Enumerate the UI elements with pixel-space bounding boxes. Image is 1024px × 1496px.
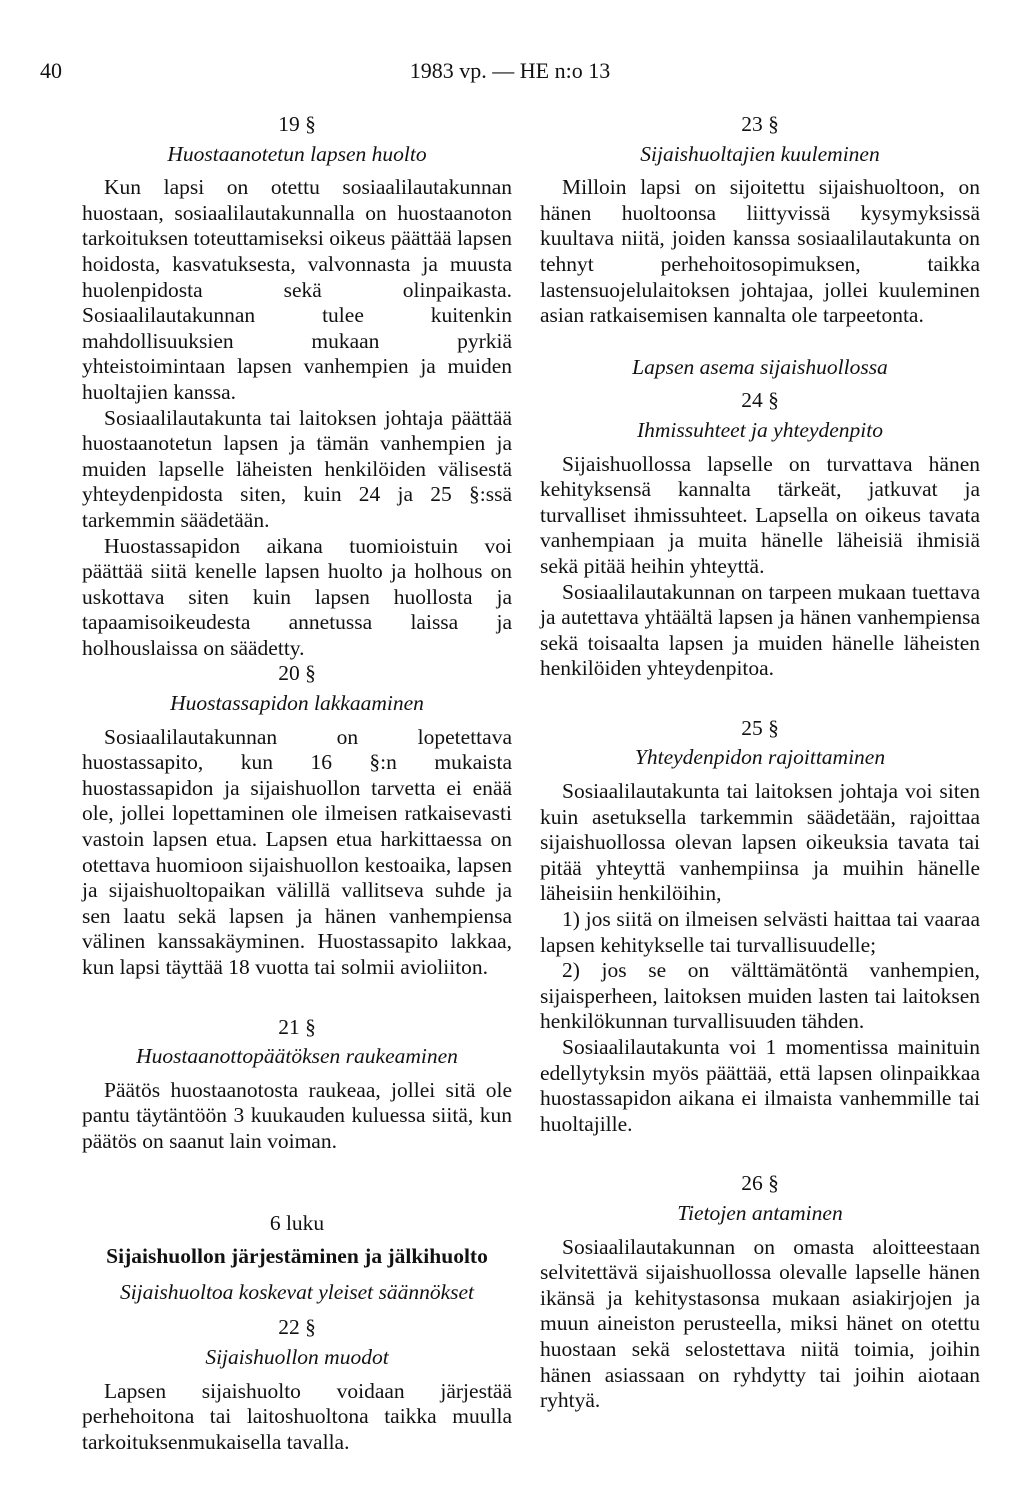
section-title: Ihmissuhteet ja yhteydenpito [637, 417, 883, 442]
section-number: 19 § [278, 112, 316, 136]
paragraph: Sosiaalilautakunnan on omasta aloitteestaan selvitettävä sijaishuollossa olevalle lapselle hänen ikänsä ja kehitystasonsa mukaan asiakirjojen ja muun aineiston perusteella, miksi hänet on otettu huostaan sekä selostettava niitä toimia, joihin hänen asiassaan on ryhdytty tai joihin aiotaan ryhtyä. [540, 1234, 980, 1413]
paragraph: Päätös huostaanotosta raukeaa, jollei sitä ole pantu täytäntöön 3 kuukauden kuluessa siitä, kun päätös on saanut lain voiman. [82, 1077, 512, 1153]
section-19 [82, 112, 512, 661]
page-number: 40 [40, 58, 62, 83]
page-header [40, 58, 980, 88]
section-24 [540, 388, 980, 682]
section-number: 20 § [278, 661, 316, 686]
section-20 [82, 661, 512, 980]
section-title: Huostassapidon lakkaaminen [170, 691, 424, 716]
running-title: 1983 vp. — HE n:o 13 [409, 58, 611, 83]
paragraph: Sosiaalilautakunta tai laitoksen johtaja päättää huostaanotetun lapsen ja tämän vanhempien ja muiden lapselle läheisten henkilöiden välisestä yhteydenpidosta siten, kuin 24 ja 25 §:ssä tarkemmin säädetään. [82, 405, 512, 532]
paragraph: Lapsen sijaishuolto voidaan järjestää perhehoitona tai laitoshuoltona taikka muulla tarkoituksenmukaisella tavalla. [82, 1378, 512, 1454]
section-number: 23 § [741, 112, 779, 136]
section-title: Huostaanottopäätöksen raukeaminen [136, 1044, 458, 1069]
chapter-number: 6 luku [269, 1210, 325, 1235]
section-title: Tietojen antaminen [677, 1200, 843, 1225]
paragraph: Milloin lapsi on sijoitettu sijaishuoltoon, on hänen huoltoonsa liittyvissä kysymyksissä kuultava niitä, joiden kanssa sosiaalilautakunta on tehnyt perhehoitosopimuksen, taikka lastensuojelulaitoksen johtajaa, jollei kuuleminen asian ratkaisemisen kannalta ole tarpeetonta. [540, 175, 980, 328]
chapter-title: Sijaishuollon järjestäminen ja jälkihuolto [106, 1244, 488, 1269]
paragraph: Kun lapsi on otettu sosiaalilautakunnan huostaan, sosiaalilautakunnalla on huostaanoton tarkoituksen toteuttamiseksi oikeus päättää lapsen hoidosta, kasvatuksesta, valvonnasta ja muusta huolenpidosta sekä olinpaikasta. Sosiaalilautakunnan tulee kuitenkin mahdollisuuksien mukaan pyrkiä yhteistoimintaan lapsen vanhempien ja muiden huoltajien kanssa. [82, 175, 512, 404]
section-title: Sijaishuoltajien kuuleminen [640, 141, 880, 166]
section-25 [540, 716, 980, 1138]
paragraph: Sosiaalilautakunnan on tarpeen mukaan tuettava ja autettava yhtäältä lapsen ja hänen vanhempiensa sekä toisaalta lapsen ja muiden hänelle läheisten henkilöiden yhteydenpitoa. [540, 579, 980, 681]
section-number: 24 § [741, 388, 779, 413]
paragraph: Sosiaalilautakunnan on lopetettava huostassapito, kun 16 §:n mukaista huostassapidon ja sijaishuollon tarvetta ei enää ole, jollei lopettaminen ole ilmeisen ratkaisevasti vastoin lapsen etua. Lapsen etua harkittaessa on otettava huomioon sijaishuollon kestoaika, lapsen ja sijaishuoltopaikan välillä vallitseva suhde ja sen laatu sekä lapsen ja hänen vanhempiensa välinen kanssakäyminen. Huostassapito lakkaa, kun lapsi täyttää 18 vuotta tai solmii avioliiton. [82, 724, 512, 979]
subheading: Lapsen asema sijaishuollossa [632, 354, 888, 379]
section-26 [540, 1171, 980, 1413]
section-21 [82, 1015, 512, 1155]
section-title: Sijaishuollon muodot [205, 1344, 389, 1369]
right-column [540, 112, 980, 1414]
section-title: Huostaanotetun lapsen huolto [167, 141, 427, 166]
section-number: 22 § [278, 1315, 316, 1340]
section-23 [540, 112, 980, 329]
list-item: 2) jos se on välttämätöntä vanhempien, sijaisperheen, laitoksen muiden lasten tai laitoksen henkilökunnan turvallisuuden tähden. [540, 958, 980, 1034]
left-column [82, 112, 512, 1455]
section-number: 21 § [278, 1014, 316, 1039]
chapter-subtitle: Sijaishuoltoa koskevat yleiset säännökset [119, 1279, 475, 1304]
section-title: Yhteydenpidon rajoittaminen [634, 745, 886, 770]
section-number: 26 § [741, 1171, 779, 1196]
paragraph: Sijaishuollossa lapselle on turvattava hänen kehityksensä kannalta tärkeät, jatkuvat ja turvalliset ihmissuhteet. Lapsella on oikeus tavata vanhempiaan ja muita hänelle läheisiä ihmisiä sekä pitää heihin yhteyttä. [540, 451, 980, 578]
section-22 [82, 1315, 512, 1455]
paragraph: Huostassapidon aikana tuomioistuin voi päättää siitä kenelle lapsen huolto ja holhous on uskottava siten kuin lapsen huollosta ja tapaamisoikeudesta annetussa laissa ja holhouslaissa on säädetty. [82, 533, 512, 660]
list-item: 1) jos siitä on ilmeisen selvästi haittaa tai vaaraa lapsen kehitykselle tai turvallisuudelle; [540, 907, 980, 957]
paragraph: Sosiaalilautakunta tai laitoksen johtaja voi siten kuin asetuksella tarkemmin säädetään, rajoittaa sijaishuollossa olevan lapsen oikeuksia tavata tai pitää yhteyttä vanhempiinsa ja muihin hänelle läheisiin henkilöihin, [540, 779, 980, 906]
paragraph: Sosiaalilautakunta voi 1 momentissa mainituin edellytyksin myös päättää, että lapsen olinpaikkaa huostassapidon aikana ei ilmaista vanhemmille tai huoltajille. [540, 1035, 980, 1136]
section-number: 25 § [741, 715, 779, 740]
chapter-6 [82, 1211, 512, 1306]
